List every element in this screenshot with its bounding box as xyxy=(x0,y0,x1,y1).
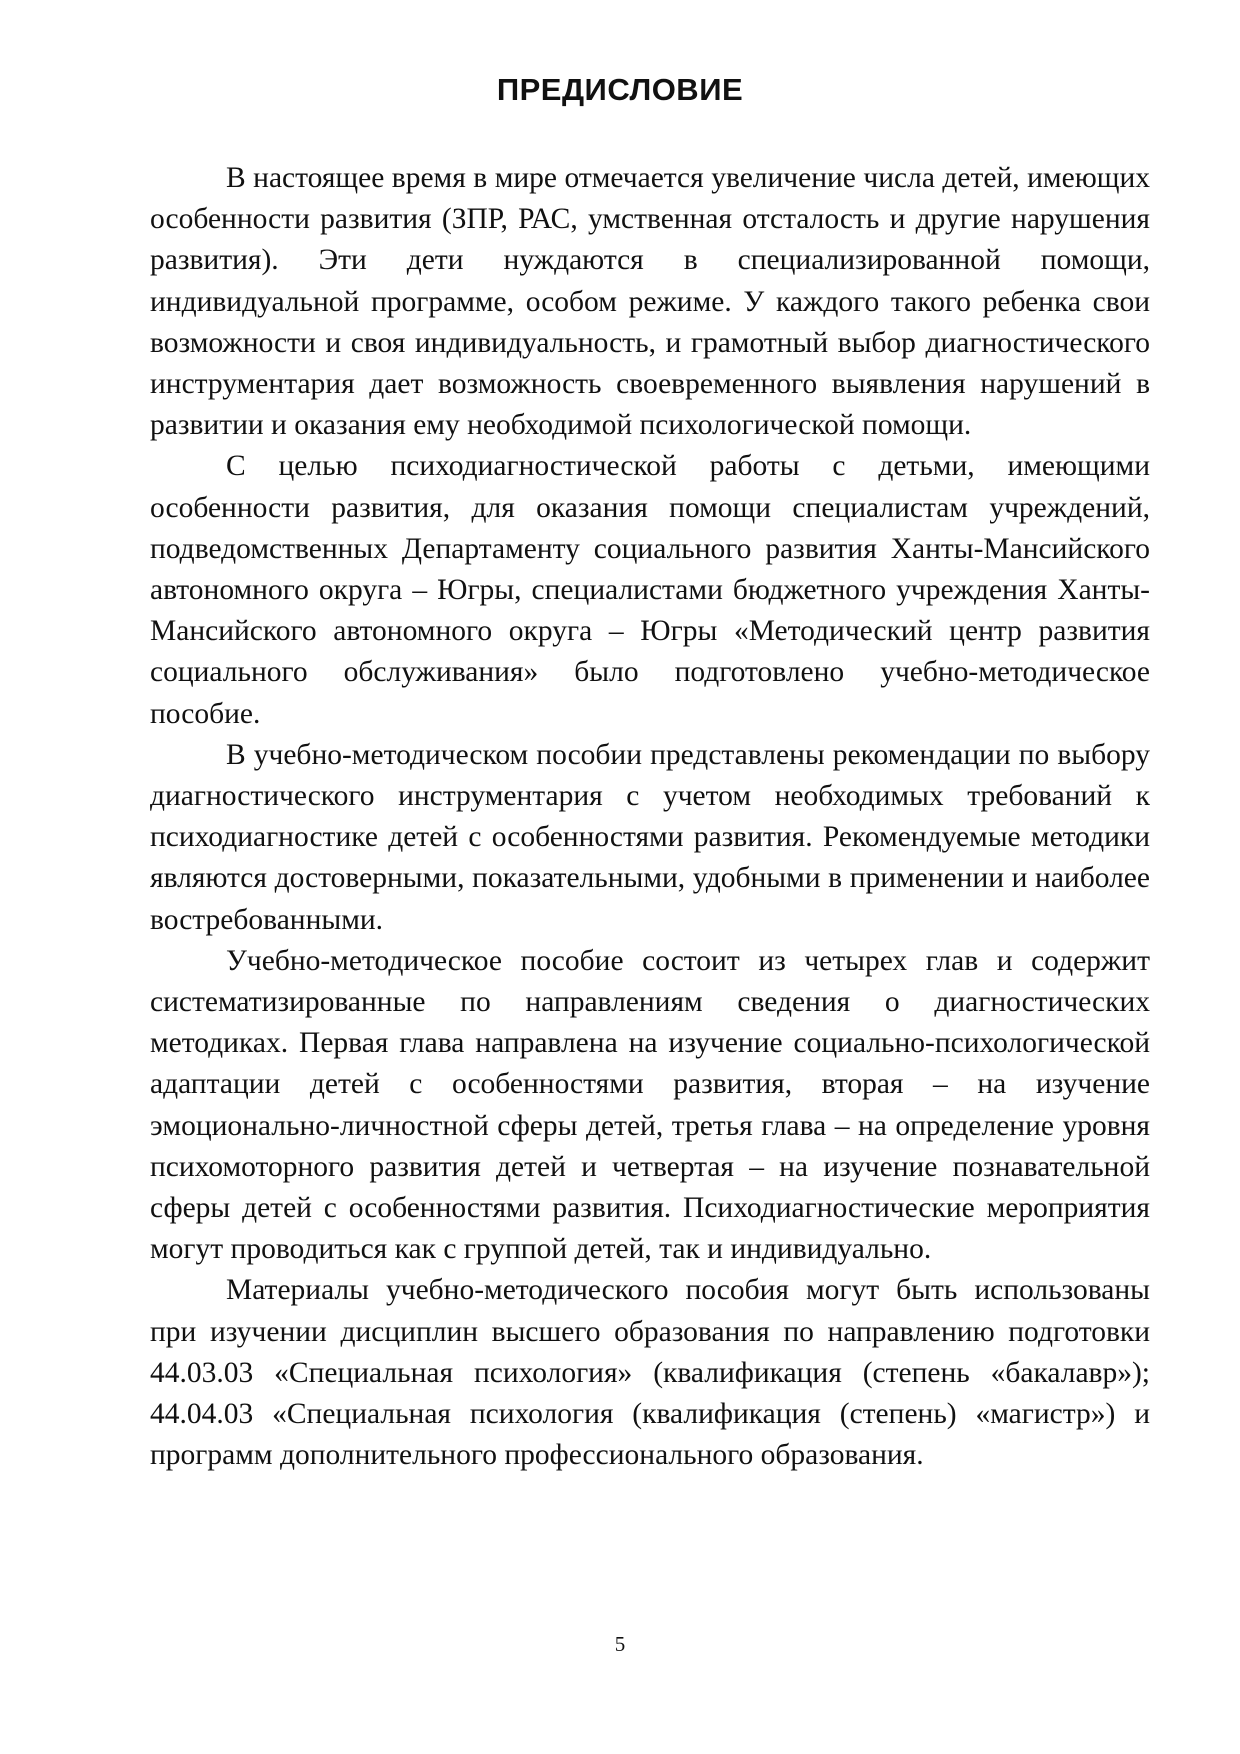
paragraph-usage: Материалы учебно-методического пособия могут быть использованы при изучении дисциплин высшего образования по направлению подготовки 44.03.03 «Специальная психология» (квалификация (степень «бакалавр»); 44.04.03 «Специальная психология (квалификация (степень) «магистр») и программ дополнительного профессионального образования. xyxy=(150,1274,1150,1472)
paragraph-structure: Учебно-методическое пособие состоит из четырех глав и содержит систематизированные по направлениям сведения о диагностических методиках. Первая глава направлена на изучение социально-психологической адаптации детей с особенностями развития, вторая – на изучение эмоционально-личностной сферы детей, третья глава – на определение уровня психомоторного развития детей и четвертая – на изучение познавательной сферы детей с особенностями развития. Психодиагностические мероприятия могут проводиться как с группой детей, так и индивидуально. xyxy=(150,944,1150,1266)
paragraph-purpose: С целью психодиагностической работы с детьми, имеющими особенности развития, для оказания помощи специалистам учреждений, подведомственных Департаменту социального развития Ханты-Мансийского автономного округа – Югры, специалистами бюджетного учреждения Ханты-Мансийского автономного округа – Югры «Методический центр развития социального обслуживания» было подготовлено учебно-методическое пособие. xyxy=(150,450,1150,730)
paragraph-recommendations: В учебно-методическом пособии представлены рекомендации по выбору диагностического инструментария с учетом необходимых требований к психодиагностике детей с особенностями развития. Рекомендуемые методики являются достоверными, показательными, удобными в применении и наиболее востребованными. xyxy=(150,738,1150,936)
document-body xyxy=(150,158,1150,1477)
page-number: 5 xyxy=(614,1632,626,1656)
paragraph-intro: В настоящее время в мире отмечается увеличение числа детей, имеющих особенности развития (ЗПР, РАС, умственная отсталость и другие нарушения развития). Эти дети нуждаются в специализированной помощи, индивидуальной программе, особом режиме. У каждого такого ребенка свои возможности и своя индивидуальность, и грамотный выбор диагностического инструментария дает возможность своевременного выявления нарушений в развитии и оказания ему необходимой психологической помощи. xyxy=(150,162,1150,442)
page-title: ПРЕДИСЛОВИЕ xyxy=(496,72,744,107)
